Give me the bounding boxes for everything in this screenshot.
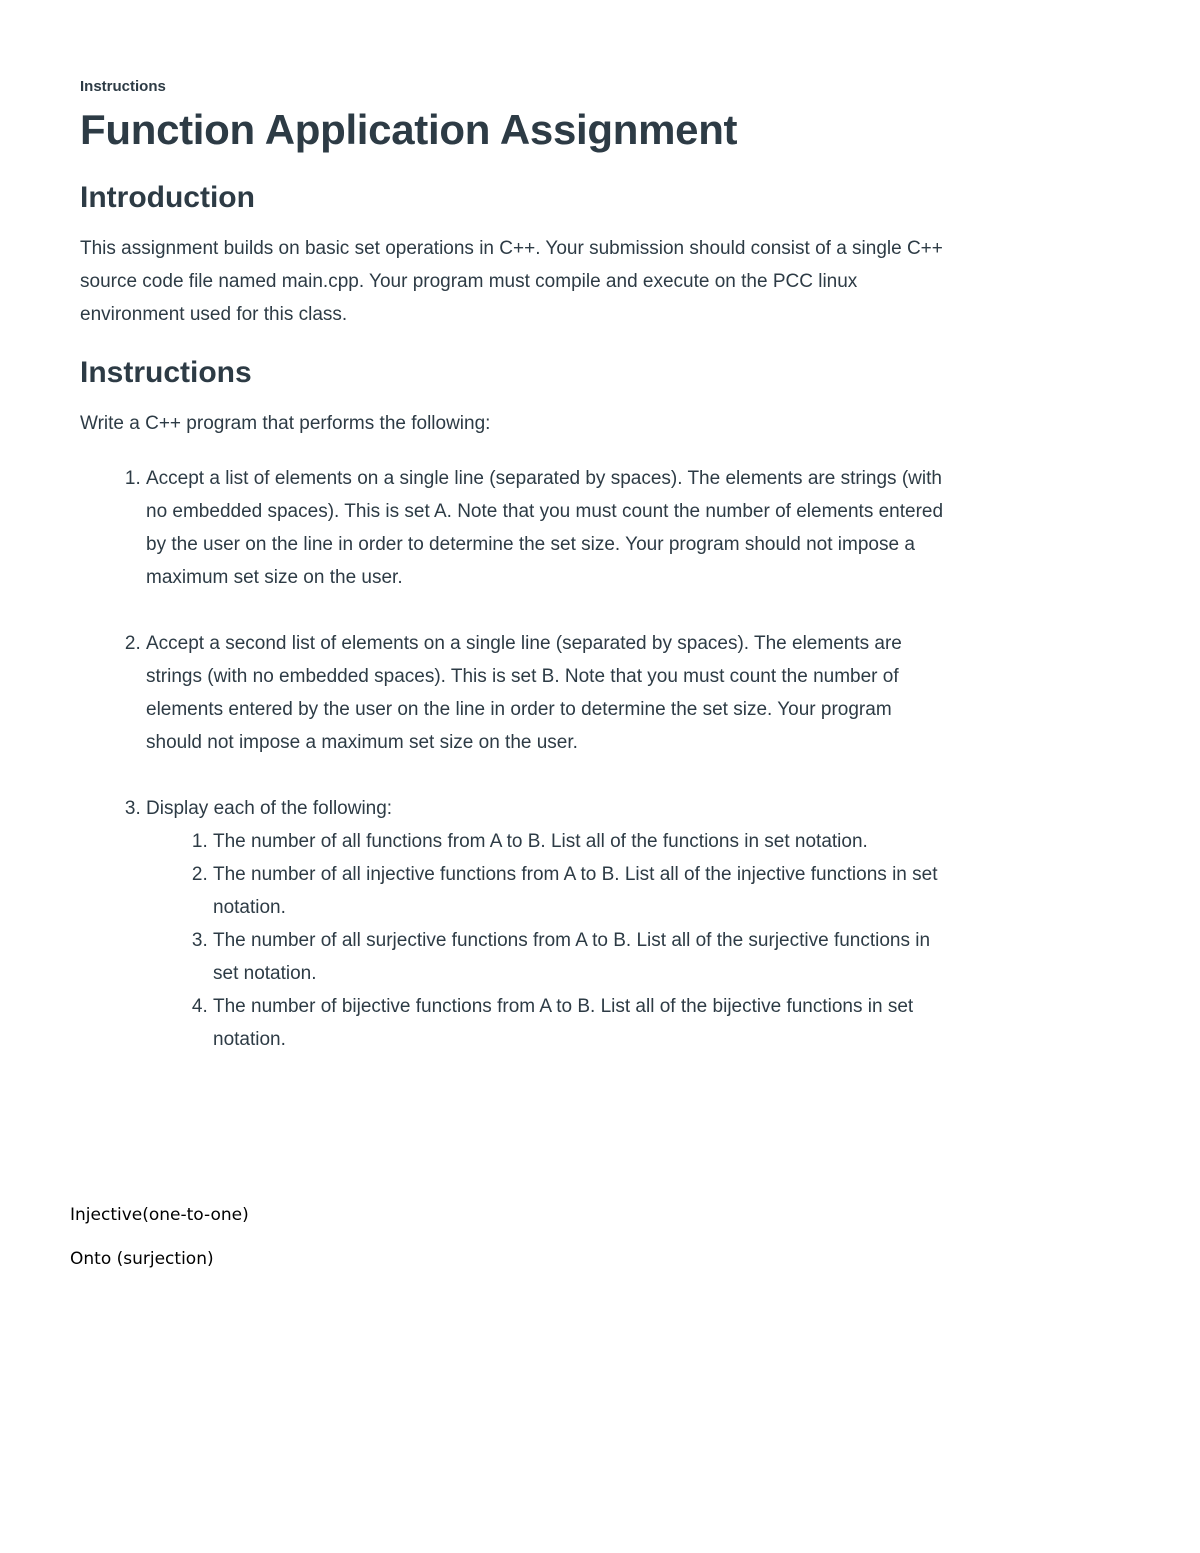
list-item xyxy=(146,627,950,759)
document-content xyxy=(80,74,950,1056)
list-item-text: Accept a second list of elements on a single line (separated by spaces). The elements are strings (with no embedded spaces). This is set B. Note that you must count the number of elements entered by the user on the line in order to determine the set size. Your program should not impose a maximum set size on the user. xyxy=(146,633,902,753)
list-item-text: Accept a list of elements on a single line (separated by spaces). The elements are strings (with no embedded spaces). This is set A. Note that you must count the number of elements entered by the user on the line in order to determine the set size. Your program should not impose a maximum set size on the user. xyxy=(146,468,944,588)
page-title: Function Application Assignment xyxy=(80,106,738,153)
display-sublist xyxy=(146,825,950,1056)
sublist-item: 2. The number of all injective functions from A to B. List all of the injective functions in set notation. xyxy=(213,858,950,924)
introduction-heading: Introduction xyxy=(80,181,255,214)
list-item xyxy=(146,462,950,594)
sublist-item: 4. The number of bijective functions from A to B. List all of the bijective functions in set notation. xyxy=(213,990,950,1056)
note-onto: Onto (surjection) xyxy=(70,1249,214,1269)
instructions-lead: Write a C++ program that performs the following: xyxy=(80,413,491,434)
sublist-item: 1. The number of all functions from A to B. List all of the functions in set notation. xyxy=(213,825,950,858)
instructions-heading: Instructions xyxy=(80,356,252,389)
list-item xyxy=(146,792,950,1056)
introduction-text: This assignment builds on basic set operations in C++. Your submission should consist of a single C++ source code file named main.cpp. Your program must compile and execute on the PCC linux environment used for this class. xyxy=(80,238,943,325)
breadcrumb[interactable]: Instructions xyxy=(80,78,166,95)
sublist-item: 3. The number of all surjective functions from A to B. List all of the surjective functions in set notation. xyxy=(213,924,950,990)
note-injective: Injective(one-to-one) xyxy=(70,1205,249,1225)
list-item-text: Display each of the following: xyxy=(146,798,393,819)
instructions-list xyxy=(80,462,950,1056)
